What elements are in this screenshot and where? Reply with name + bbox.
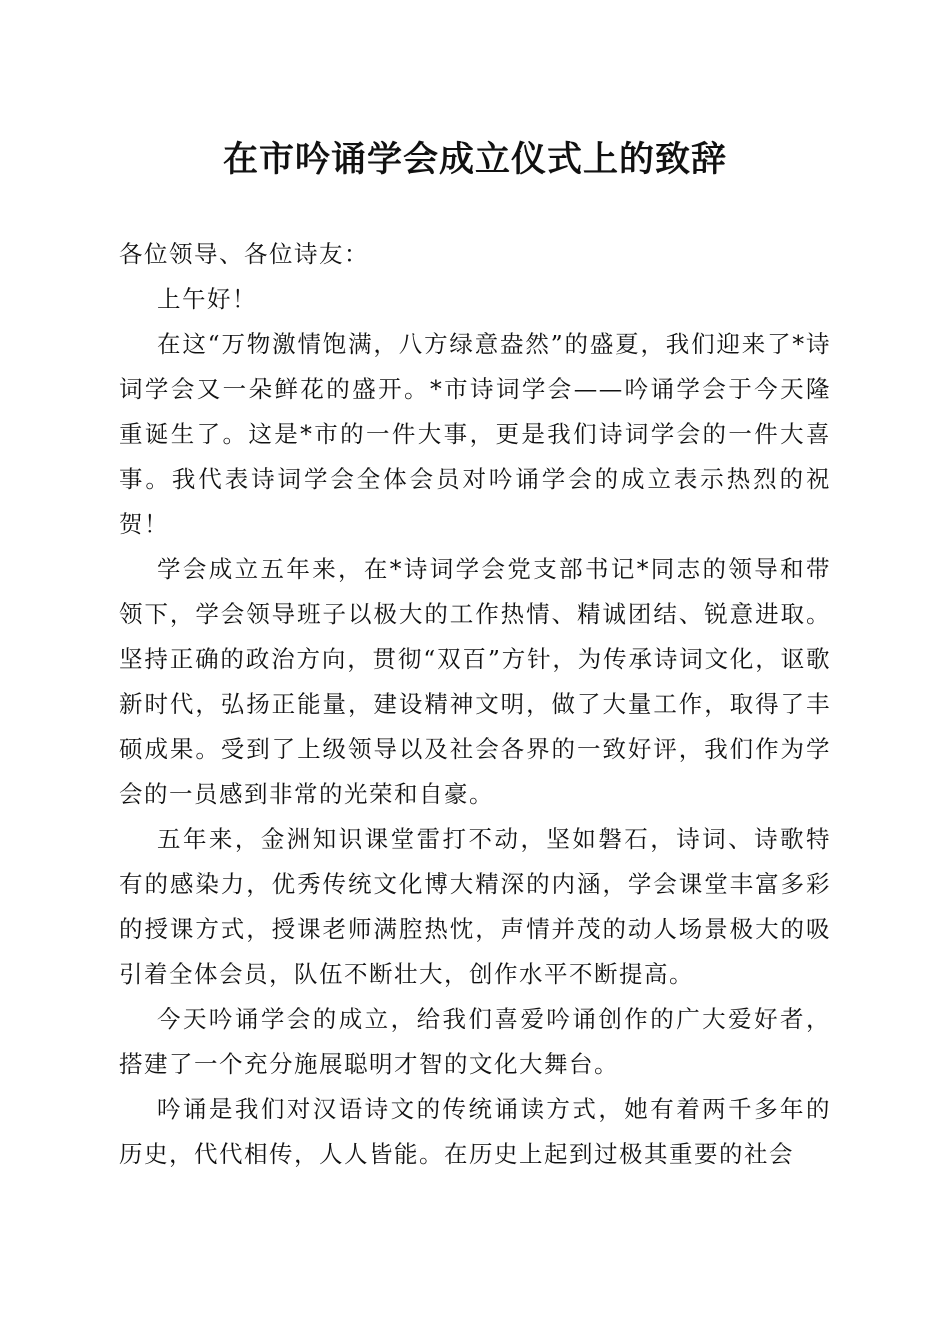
- paragraph-4: 今天吟诵学会的成立，给我们喜爱吟诵创作的广大爱好者，搭建了一个充分施展聪明才智的文化大舞台。: [119, 1005, 831, 1078]
- paragraph-5: 吟诵是我们对汉语诗文的传统诵读方式，她有着两千多年的历史，代代相传，人人皆能。在历史上起到过极其重要的社会: [119, 1095, 831, 1168]
- paragraph-1: 在这“万物激情饱满，八方绿意盎然”的盛夏，我们迎来了*诗词学会又一朵鲜花的盛开。*市诗词学会——吟诵学会于今天隆重诞生了。这是*市的一件大事，更是我们诗词学会的一件大喜事。我代表诗词学会全体会员对吟诵学会的成立表示热烈的祝贺！: [119, 330, 831, 538]
- salutation: 各位领导、各位诗友：: [119, 240, 369, 268]
- paragraph-2: 学会成立五年来，在*诗词学会党支部书记*同志的领导和带领下，学会领导班子以极大的工作热情、精诚团结、锐意进取。坚持正确的政治方向，贯彻“双百”方针，为传承诗词文化，讴歌新时代，弘扬正能量，建设精神文明，做了大量工作，取得了丰硕成果。受到了上级领导以及社会各界的一致好评，我们作为学会的一员感到非常的光荣和自豪。: [119, 555, 831, 808]
- paragraph-3: 五年来，金洲知识课堂雷打不动，坚如磐石，诗词、诗歌特有的感染力，优秀传统文化博大精深的内涵，学会课堂丰富多彩的授课方式，授课老师满腔热忱，声情并茂的动人场景极大的吸引着全体会员，队伍不断壮大，创作水平不断提高。: [119, 825, 831, 988]
- document-body: [119, 232, 831, 1177]
- document-title: 在市吟诵学会成立仪式上的致辞: [222, 139, 727, 180]
- paragraph-greeting: 上午好！: [157, 285, 257, 313]
